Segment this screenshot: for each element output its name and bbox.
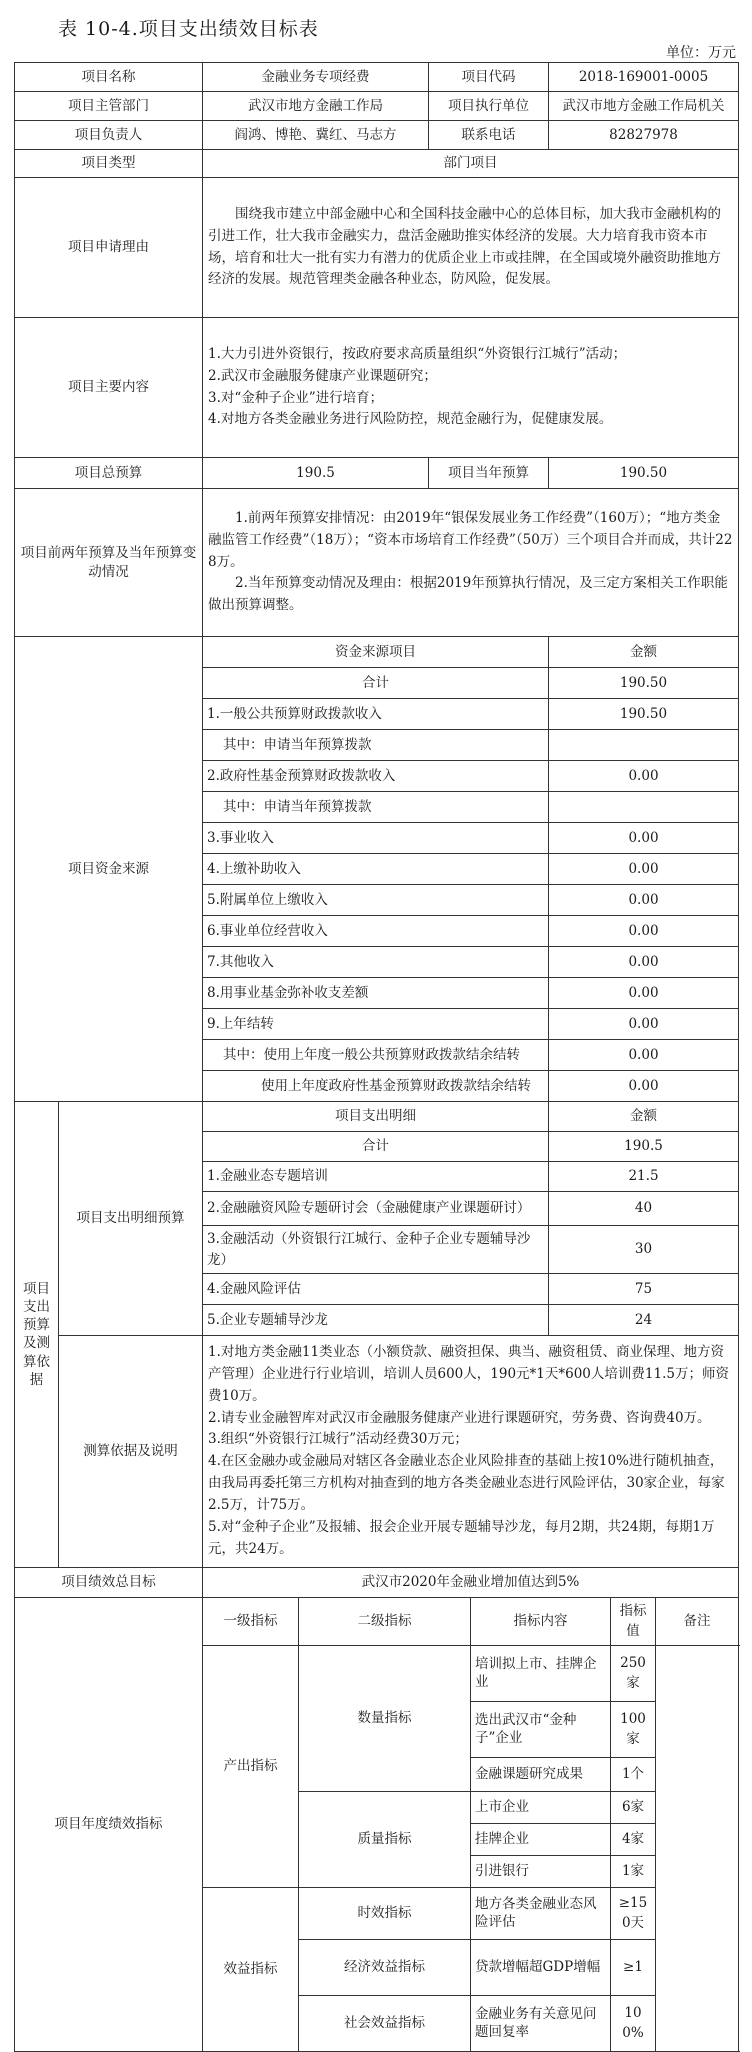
fund-head-amount: 金额 xyxy=(549,637,739,668)
type-label: 项目类型 xyxy=(15,150,203,178)
fund-row-amount: 0.00 xyxy=(549,823,739,854)
perf-value: 100% xyxy=(611,1995,656,2051)
content-item: 4.对地方各类金融业务进行风险防控，规范金融行为，促健康发展。 xyxy=(208,411,613,428)
perf-head-content: 指标内容 xyxy=(471,1597,611,1645)
time-label: 时效指标 xyxy=(299,1887,471,1939)
perf-value: 100家 xyxy=(611,1701,656,1757)
fund-row-amount: 0.00 xyxy=(549,916,739,947)
type-value: 部门项目 xyxy=(203,150,739,178)
fund-head-source: 资金来源项目 xyxy=(203,637,549,668)
fund-row-amount xyxy=(549,730,739,761)
expense-head-amount: 金额 xyxy=(549,1102,739,1132)
goal-label: 项目绩效总目标 xyxy=(15,1567,203,1597)
fund-row-amount: 0.00 xyxy=(549,854,739,885)
perf-head-level2: 二级指标 xyxy=(299,1597,471,1645)
content-item: 1.大力引进外资银行，按政府要求高质量组织“外资银行江城行”活动； xyxy=(208,345,627,362)
basis-item: 3.组织“外资银行江城行”活动经费30万元； xyxy=(208,1431,468,1448)
perf-value: 1个 xyxy=(611,1757,656,1791)
fund-row-name: 8.用事业基金弥补收支差额 xyxy=(203,978,549,1009)
expense-row-name: 合计 xyxy=(203,1132,549,1162)
fund-row-amount: 0.00 xyxy=(549,1009,739,1040)
expense-row-name: 4.金融风险评估 xyxy=(203,1274,549,1305)
performance-table xyxy=(14,62,739,2052)
budget-change-label: 项目前两年预算及当年预算变动情况 xyxy=(15,489,203,637)
output-label: 产出指标 xyxy=(203,1645,299,1887)
expense-head-item: 项目支出明细 xyxy=(203,1102,549,1132)
content-item: 3.对“金种子企业”进行培育； xyxy=(208,389,384,406)
perf-head-value: 指标值 xyxy=(611,1597,656,1645)
perf-content: 培训拟上市、挂牌企业 xyxy=(471,1645,611,1701)
expense-row-amount: 24 xyxy=(549,1305,739,1336)
exec-unit-value: 武汉市地方金融工作局机关 xyxy=(549,92,739,121)
fund-row-name: 合计 xyxy=(203,668,549,699)
basis-item: 1.对地方类金融11类业态（小额贷款、融资担保、典当、融资租赁、商业保理、地方资产管理）企业进行行业培训，培训人员600人，190元*1天*600人培训费11.5万；师资费10万。 xyxy=(208,1344,729,1404)
fund-row-name: 其中：申请当年预算拨款 xyxy=(203,730,549,761)
basis-item: 2.请专业金融智库对武汉市金融服务健康产业进行课题研究，劳务费、咨询费40万。 xyxy=(208,1409,711,1426)
perf-head-level1: 一级指标 xyxy=(203,1597,299,1645)
phone-value: 82827978 xyxy=(549,121,739,150)
quality-label: 质量指标 xyxy=(299,1791,471,1887)
perf-note xyxy=(656,1645,739,2051)
current-budget-value: 190.50 xyxy=(549,458,739,489)
fund-row-amount: 0.00 xyxy=(549,947,739,978)
perf-value: 4家 xyxy=(611,1823,656,1855)
quantity-label: 数量指标 xyxy=(299,1645,471,1791)
fund-row-amount: 0.00 xyxy=(549,1040,739,1071)
total-budget-value: 190.5 xyxy=(203,458,429,489)
phone-label: 联系电话 xyxy=(429,121,549,150)
perf-content: 贷款增幅超GDP增幅 xyxy=(471,1939,611,1995)
perf-content: 金融课题研究成果 xyxy=(471,1757,611,1791)
exec-unit-label: 项目执行单位 xyxy=(429,92,549,121)
expense-row-name: 1.金融业态专题培训 xyxy=(203,1162,549,1192)
project-name-label: 项目名称 xyxy=(15,63,203,92)
perf-content: 选出武汉市“金种子”企业 xyxy=(471,1701,611,1757)
perf-content: 金融业务有关意见问题回复率 xyxy=(471,1995,611,2051)
expense-row-amount: 21.5 xyxy=(549,1162,739,1192)
page-title: 表 10-4.项目支出绩效目标表 xyxy=(58,18,319,40)
reason-text: 围绕我市建立中部金融中心和全国科技金融中心的总体目标，加大我市金融机构的引进工作，壮大我市金融实力，盘活金融助推实体经济的发展。大力培育我市资本市场，培育和壮大一批有实力有潜力的优质企业上市或挂牌，在全国或境外融资助推地方经济的发展。规范管理类金融各种业态，防风险，促发展。 xyxy=(203,178,739,318)
unit-label: 单位：万元 xyxy=(666,45,736,61)
content-list xyxy=(203,318,739,458)
dept-label: 项目主管部门 xyxy=(15,92,203,121)
fund-row-amount: 0.00 xyxy=(549,761,739,792)
perf-head-note: 备注 xyxy=(656,1597,739,1645)
fund-row-name: 其中：申请当年预算拨款 xyxy=(203,792,549,823)
fund-row-name: 1.一般公共预算财政拨款收入 xyxy=(203,699,549,730)
total-budget-label: 项目总预算 xyxy=(15,458,203,489)
expense-basis-list xyxy=(203,1336,739,1568)
dept-value: 武汉市地方金融工作局 xyxy=(203,92,429,121)
leader-value: 阎鸿、博艳、冀红、马志方 xyxy=(203,121,429,150)
basis-item: 5.对“金种子企业”及报辅、报会企业开展专题辅导沙龙，每月2期，共24期，每期1万元，共24万。 xyxy=(208,1518,715,1557)
project-code-value: 2018-169001-0005 xyxy=(549,63,739,92)
perf-value: ≥150天 xyxy=(611,1887,656,1939)
fund-row-name: 3.事业收入 xyxy=(203,823,549,854)
expense-row-amount: 30 xyxy=(549,1226,739,1274)
content-label: 项目主要内容 xyxy=(15,318,203,458)
budget-change-p2: 2.当年预算变动情况及理由：根据2019年预算执行情况，及三定方案相关工作职能做出预算调整。 xyxy=(208,575,728,614)
fund-row-name: 7.其他收入 xyxy=(203,947,549,978)
budget-change-p1: 1.前两年预算安排情况：由2019年“银保发展业务工作经费”（160万）；“地方类金融监管工作经费”（18万）；“资本市场培育工作经费”（50万）三个项目合并而成，共计228万。 xyxy=(208,509,733,570)
expense-row-amount: 40 xyxy=(549,1192,739,1226)
expense-row-amount: 190.5 xyxy=(549,1132,739,1162)
fund-row-name: 其中：使用上年度一般公共预算财政拨款结余结转 xyxy=(203,1040,549,1071)
reason-label: 项目申请理由 xyxy=(15,178,203,318)
social-label: 社会效益指标 xyxy=(299,1995,471,2051)
perf-label: 项目年度绩效指标 xyxy=(15,1597,203,2051)
project-name-value: 金融业务专项经费 xyxy=(203,63,429,92)
fund-row-name: 5.附属单位上缴收入 xyxy=(203,885,549,916)
expense-label: 项目支出预算及测算依据 xyxy=(15,1102,59,1568)
expense-row-amount: 75 xyxy=(549,1274,739,1305)
project-code-label: 项目代码 xyxy=(429,63,549,92)
fund-row-amount: 0.00 xyxy=(549,885,739,916)
fund-row-amount: 190.50 xyxy=(549,668,739,699)
perf-value: 250家 xyxy=(611,1645,656,1701)
econ-label: 经济效益指标 xyxy=(299,1939,471,1995)
perf-value: 1家 xyxy=(611,1855,656,1887)
fund-row-name: 4.上缴补助收入 xyxy=(203,854,549,885)
expense-row-name: 3.金融活动（外资银行江城行、金种子企业专题辅导沙龙） xyxy=(203,1226,549,1274)
fund-row-name: 6.事业单位经营收入 xyxy=(203,916,549,947)
fund-row-amount: 190.50 xyxy=(549,699,739,730)
fund-row-name: 9.上年结转 xyxy=(203,1009,549,1040)
fund-row-name: 使用上年度政府性基金预算财政拨款结余结转 xyxy=(203,1071,549,1102)
fund-row-name: 2.政府性基金预算财政拨款收入 xyxy=(203,761,549,792)
fund-row-amount xyxy=(549,792,739,823)
basis-item: 4.在区金融办或金融局对辖区各金融业态企业风险排查的基础上按10%进行随机抽查，由我局再委托第三方机构对抽查到的地方各类金融业态进行风险评估，30家企业，每家2.5万，计75万。 xyxy=(208,1453,725,1514)
perf-value: ≥1 xyxy=(611,1939,656,1995)
leader-label: 项目负责人 xyxy=(15,121,203,150)
content-item: 2.武汉市金融服务健康产业课题研究； xyxy=(208,367,437,384)
expense-detail-label: 项目支出明细预算 xyxy=(59,1102,203,1336)
current-budget-label: 项目当年预算 xyxy=(429,458,549,489)
perf-content: 挂牌企业 xyxy=(471,1823,611,1855)
perf-content: 地方各类金融业态风险评估 xyxy=(471,1887,611,1939)
expense-basis-label: 测算依据及说明 xyxy=(59,1336,203,1568)
perf-content: 引进银行 xyxy=(471,1855,611,1887)
effect-label: 效益指标 xyxy=(203,1887,299,2051)
perf-value: 6家 xyxy=(611,1791,656,1823)
fund-row-amount: 0.00 xyxy=(549,1071,739,1102)
fund-row-amount: 0.00 xyxy=(549,978,739,1009)
expense-row-name: 2.金融融资风险专题研讨会（金融健康产业课题研讨） xyxy=(203,1192,549,1226)
budget-change-text xyxy=(203,489,739,637)
expense-row-name: 5.企业专题辅导沙龙 xyxy=(203,1305,549,1336)
perf-content: 上市企业 xyxy=(471,1791,611,1823)
goal-text: 武汉市2020年金融业增加值达到5% xyxy=(203,1567,739,1597)
fund-source-label: 项目资金来源 xyxy=(15,637,203,1102)
